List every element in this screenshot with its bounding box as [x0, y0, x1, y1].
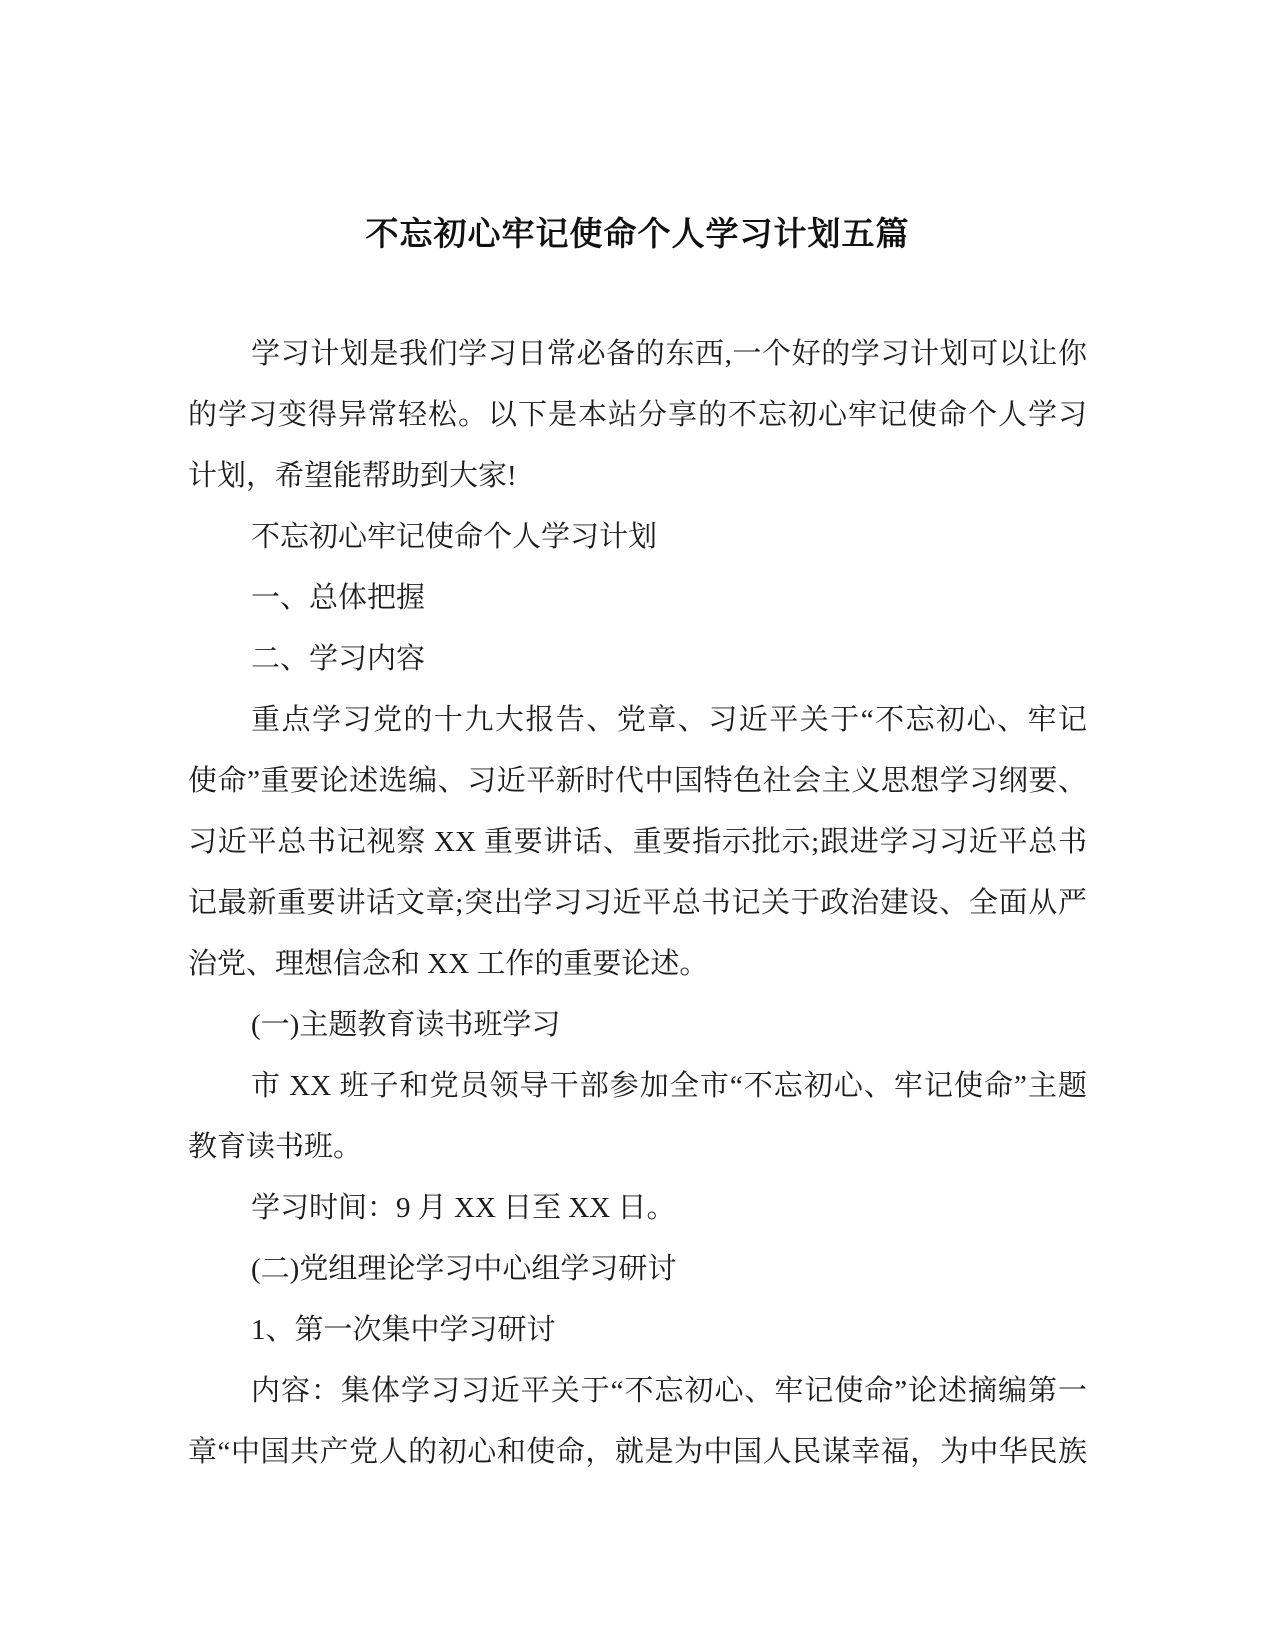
paragraph-first-session-content	[188, 1361, 1087, 1483]
paragraph-study-time	[188, 1178, 1087, 1239]
text-line: 1、第一次集中学习研讨	[251, 1314, 556, 1346]
document-body	[188, 324, 1087, 1483]
paragraph-first-session-heading	[188, 1300, 1087, 1361]
paragraph-section-1-heading	[188, 995, 1087, 1056]
text-line: 重点学习党的十九大报告、党章、习近平关于“不忘初心、牢记	[251, 704, 1087, 736]
paragraph-heading-1	[188, 568, 1087, 629]
text-line: 习近平总书记视察 XX 重要讲话、重要指示批示;跟进学习习近平总书	[188, 826, 1087, 858]
text-line: 的学习变得异常轻松。以下是本站分享的不忘初心牢记使命个人学习	[188, 399, 1087, 431]
text-line: 记最新重要讲话文章;突出学习习近平总书记关于政治建设、全面从严	[188, 887, 1087, 919]
paragraph-heading-2	[188, 629, 1087, 690]
text-line: (二)党组理论学习中心组学习研讨	[251, 1253, 677, 1285]
paragraph-study-content	[188, 690, 1087, 995]
text-line: 计划，希望能帮助到大家!	[188, 460, 517, 492]
text-line: 使命”重要论述选编、习近平新时代中国特色社会主义思想学习纲要、	[188, 765, 1087, 797]
paragraph-section-2-heading	[188, 1239, 1087, 1300]
text-line: 章“中国共产党人的初心和使命，就是为中国人民谋幸福，为中华民族	[188, 1436, 1087, 1468]
document-content	[0, 210, 1275, 1483]
text-line: 二、学习内容	[251, 643, 426, 675]
text-line: 学习时间：9 月 XX 日至 XX 日。	[251, 1192, 676, 1224]
text-line: 市 XX 班子和党员领导干部参加全市“不忘初心、牢记使命”主题	[251, 1070, 1087, 1102]
text-line: 一、总体把握	[251, 582, 426, 614]
text-line: 不忘初心牢记使命个人学习计划	[251, 521, 658, 553]
text-line: (一)主题教育读书班学习	[251, 1009, 561, 1041]
text-line: 教育读书班。	[188, 1131, 363, 1163]
text-line: 学习计划是我们学习日常必备的东西,一个好的学习计划可以让你	[251, 338, 1087, 370]
text-line: 内容：集体学习习近平关于“不忘初心、牢记使命”论述摘编第一	[251, 1375, 1087, 1407]
paragraph-subtitle	[188, 507, 1087, 568]
paragraph-intro	[188, 324, 1087, 507]
document-title: 不忘初心牢记使命个人学习计划五篇	[365, 215, 910, 252]
text-line: 治党、理想信念和 XX 工作的重要论述。	[188, 948, 709, 980]
paragraph-reading-class	[188, 1056, 1087, 1178]
